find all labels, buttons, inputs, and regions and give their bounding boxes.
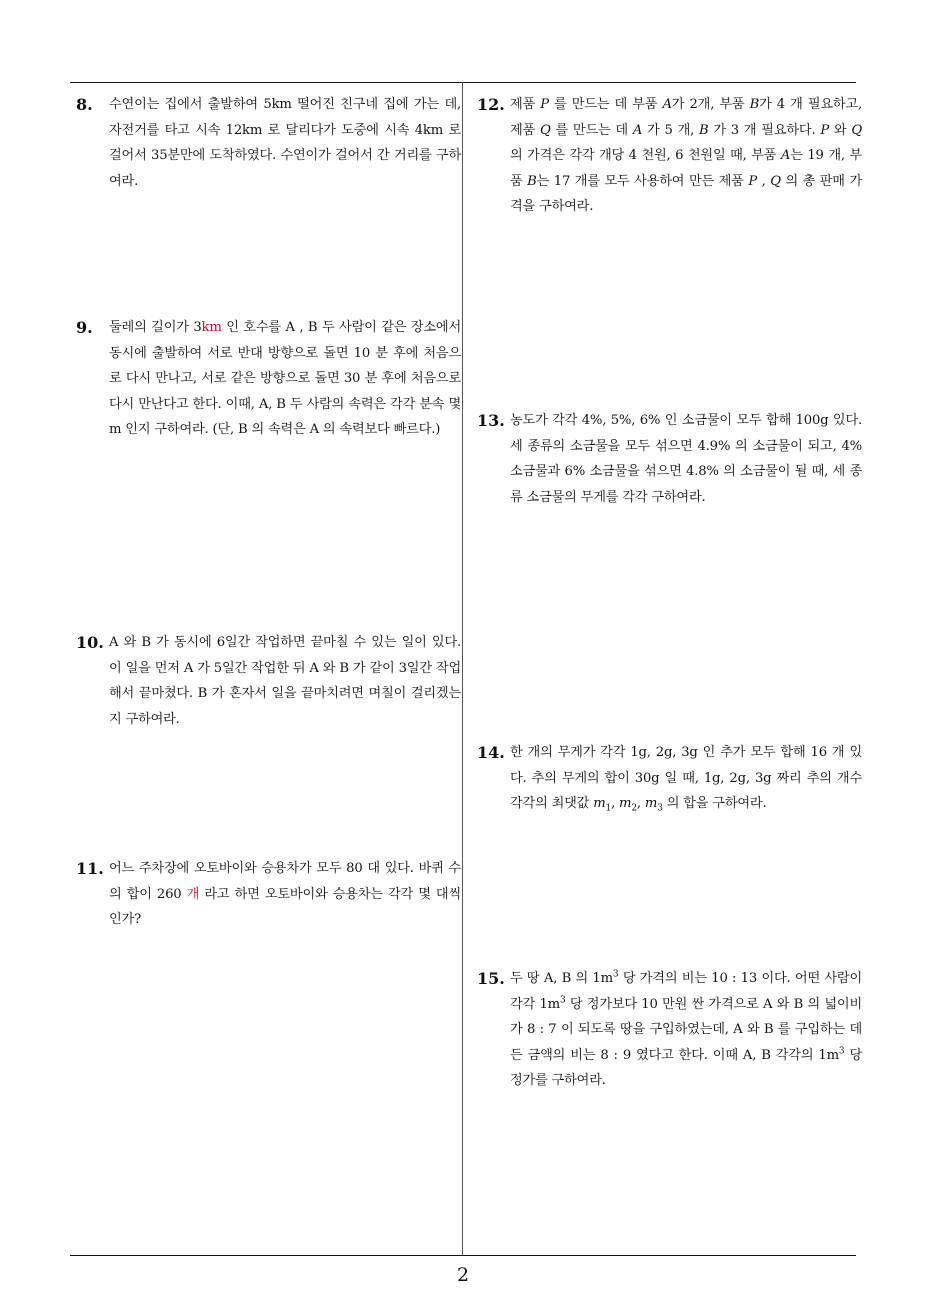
text-run: 두 땅 A, B 의 1m (510, 971, 613, 986)
problem-text (510, 92, 862, 220)
text-run: 를 만드는 데 부품 (548, 97, 663, 112)
problem-8-text: 수연이는 집에서 출발하여 5km 떨어진 친구네 집에 가는 데, 자전거를 타고 시속 12km 로 달리다가 도중에 시속 4km 로 걸어서 35분만에 도착하였다. 수연이가 걸어서 간 거리를 구하여라. (109, 97, 461, 189)
text-run: 제품 (510, 97, 541, 112)
text-run: 의 가격은 각각 개당 4 천원, 6 천원일 때, 부품 (510, 148, 781, 164)
problem-text (109, 315, 461, 443)
text-run: 가 3 개 필요하다. (708, 122, 821, 138)
text-run: 는 17 개를 모두 사용하여 만든 제품 (536, 173, 749, 189)
var-B: B (527, 173, 537, 189)
bottom-rule (70, 1255, 856, 1256)
subscript: 2 (631, 803, 637, 814)
unit-gae-highlight: 개 (186, 886, 200, 902)
text-run: 가 5 개, (642, 122, 699, 138)
superscript: 3 (838, 1046, 845, 1057)
problem-15 (477, 966, 862, 1094)
problem-11-text-part1: 어느 주차장에 오토바이와 승용차가 모두 80 대 있다. 바퀴 수의 합이 260 (109, 861, 461, 902)
problem-number: 8. (76, 95, 93, 114)
var-Q: Q (539, 122, 551, 138)
var-A: A (632, 122, 643, 138)
var-A: A (662, 97, 672, 112)
problem-13 (477, 408, 862, 510)
var-m: m (644, 796, 658, 812)
problem-10 (76, 630, 461, 732)
problem-8 (76, 92, 461, 194)
problem-text (109, 92, 461, 194)
top-rule (70, 82, 856, 83)
text-run: 가 4 개 필요하고, 제품 (510, 97, 862, 138)
text-run: 가 2개, 부품 (671, 97, 750, 112)
problem-text (109, 856, 461, 933)
unit-km-highlight: km (201, 320, 222, 335)
problem-text (510, 966, 862, 1094)
column-divider (462, 82, 463, 1255)
problem-9 (76, 315, 461, 443)
var-B: B (698, 122, 709, 138)
problem-9-text-part1: 둘레의 길이가 3 (109, 320, 202, 335)
var-P: P (540, 97, 549, 112)
problem-number: 14. (477, 743, 505, 762)
var-m: m (619, 796, 632, 812)
superscript: 3 (612, 969, 619, 980)
text-run: 당 정가보다 10 만원 싼 가격으로 A 와 B 의 넓이비가 8 : 7 이 되도록 땅을 구입하였는데, A 와 B 를 구입하는 데 든 금액의 비는 8 : 9 였다고 한다. 이때 A, B 각각의 1m (510, 996, 862, 1063)
problem-text (510, 408, 862, 510)
var-Q: Q (851, 122, 862, 138)
problem-13-text: 농도가 각각 4%, 5%, 6% 인 소금물이 모두 합해 100g 있다. 세 종류의 소금물을 모두 섞으면 4.9% 의 소금물이 되고, 4% 소금물과 6% 소금물을 섞으면 4.8% 의 소금물이 될 때, 세 종류 소금물의 무게를 각각 구하여라. (510, 413, 862, 505)
problem-9-text-part2: 인 호수를 A , B 두 사람이 같은 장소에서 동시에 출발하여 서로 반대 방향으로 돌면 10 분 후에 처음으로 다시 만나고, 서로 같은 방향으로 돌면 30 분 후에 처음으로 다시 만난다고 한다. 이때, A, B 두 사람의 속력은 각각 분속 몇 m 인지 구하여라. (단, B 의 속력은 A 의 속력보다 빠르다.) (109, 320, 461, 438)
text-run: 와 (829, 122, 852, 138)
text-run: 당 가격의 비는 10 : 13 이다. 어떤 사람이 각각 1m (510, 971, 862, 1012)
text-run: 의 합을 구하여라. (662, 796, 767, 812)
var-m: m (593, 796, 606, 812)
problem-text (510, 740, 862, 817)
problem-number: 12. (477, 95, 505, 114)
problem-12 (477, 92, 862, 220)
text-run: 당 정가를 구하여라. (510, 1047, 863, 1089)
text-run: 는 19 개, 부품 (510, 148, 862, 189)
text-run: , (611, 796, 620, 812)
problem-text (109, 630, 461, 732)
problem-11-text-part2: 라고 하면 오토바이와 승용차는 각각 몇 대씩인가? (109, 886, 461, 928)
text-run: 의 총 판매 가격을 구하여라. (510, 173, 862, 215)
problem-10-text: A 와 B 가 동시에 6일간 작업하면 끝마칠 수 있는 일이 있다. 이 일을 먼저 A 가 5일간 작업한 뒤 A 와 B 가 같이 3일간 작업해서 끝마쳤다. B 가 혼자서 일을 끝마치려면 며칠이 걸리겠는지 구하여라. (109, 635, 461, 727)
text-run: , (757, 173, 771, 189)
problem-14 (477, 740, 862, 817)
problem-number: 9. (76, 318, 93, 337)
page-number: 2 (456, 1264, 470, 1286)
subscript: 3 (657, 803, 663, 814)
text-run: 를 만드는 데 (550, 122, 633, 138)
problem-number: 13. (477, 411, 505, 430)
var-Q: Q (770, 173, 781, 189)
var-P: P (820, 122, 830, 138)
var-A: A (780, 148, 791, 164)
text-run: , (636, 796, 645, 812)
var-P: P (748, 173, 758, 189)
problem-number: 15. (477, 969, 505, 988)
text-run: 한 개의 무게가 각각 1g, 2g, 3g 인 추가 모두 합해 16 개 있다. 추의 무게의 합이 30g 일 때, 1g, 2g, 3g 짜리 추의 개수 각각의 최댓값 (510, 745, 862, 812)
problem-number: 11. (76, 859, 104, 878)
superscript: 3 (559, 995, 566, 1006)
problem-11 (76, 856, 461, 933)
problem-number: 10. (76, 633, 104, 652)
subscript: 1 (605, 803, 612, 814)
var-B: B (749, 97, 760, 112)
